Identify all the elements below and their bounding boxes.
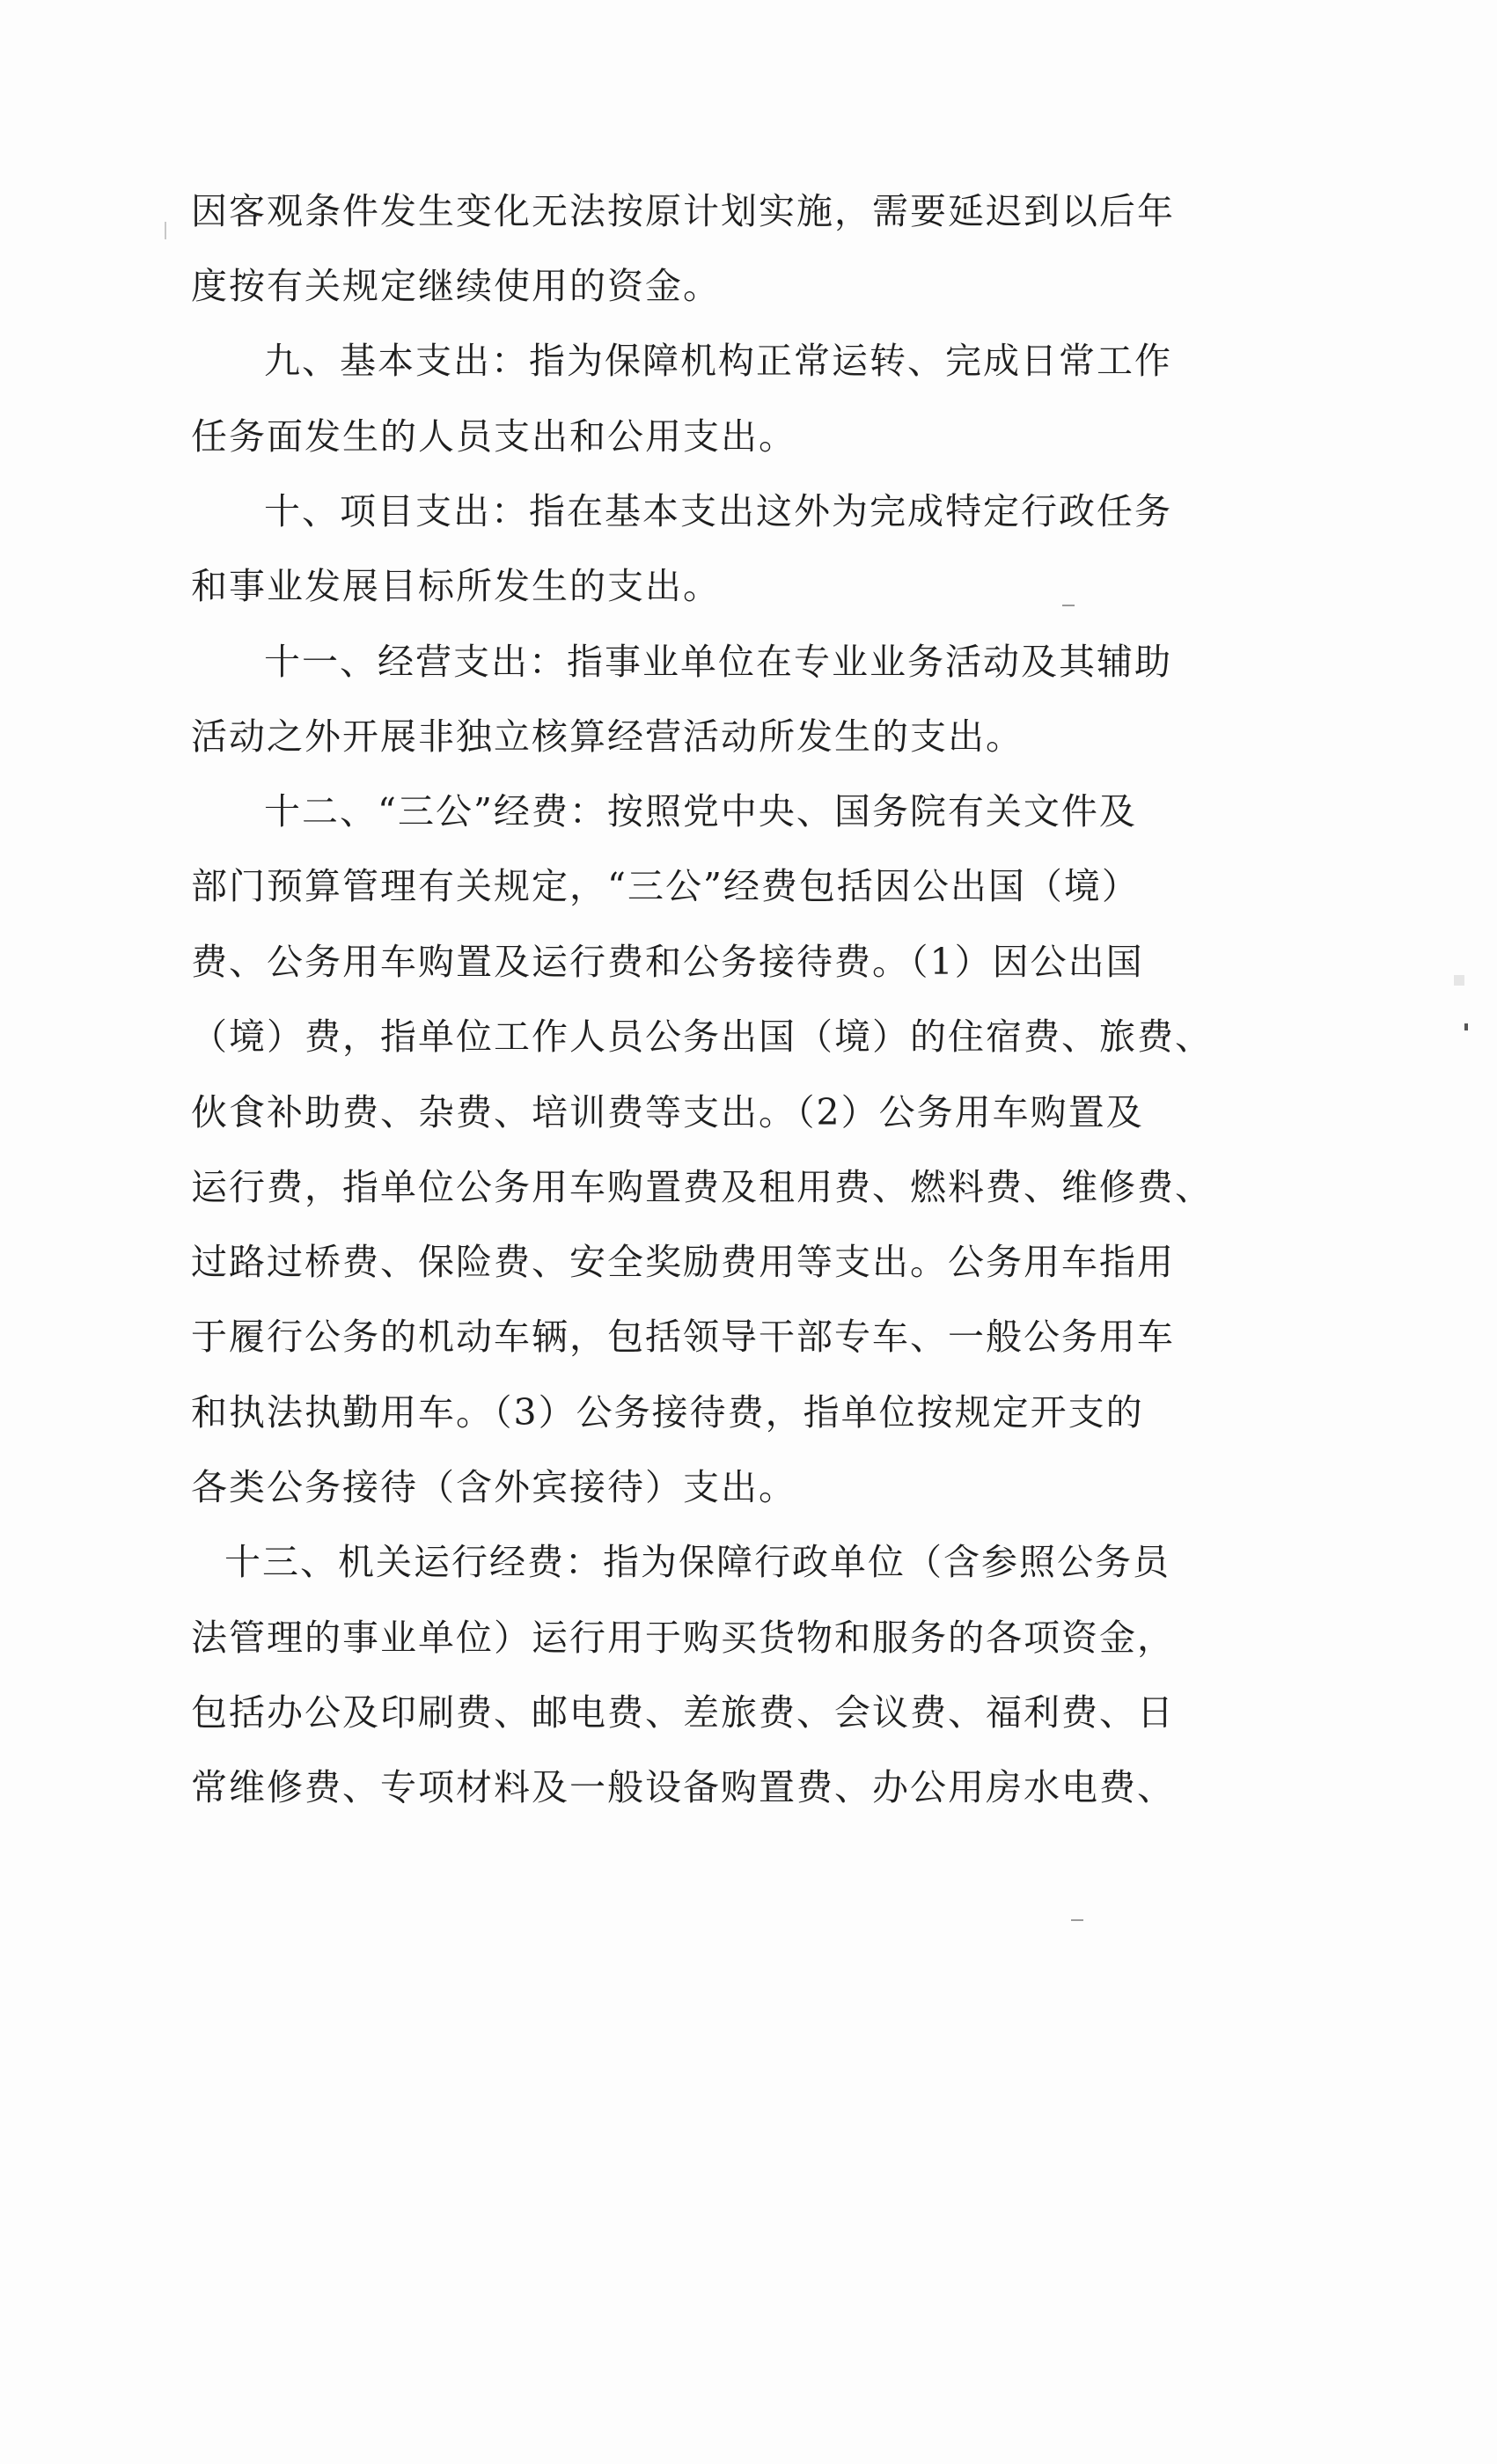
text-line-22: 常维修费、专项材料及一般设备购置费、办公用房水电费、 (191, 1766, 1175, 1808)
text-line-11: 费、公务用车购置及运行费和公务接待费。（1）因公出国 (191, 941, 1144, 983)
text-line-6: 和事业发展目标所发生的支出。 (191, 565, 721, 607)
text-line-1: 因客观条件发生变化无法按原计划实施，需要延迟到以后年 (191, 190, 1175, 232)
text-line-7: 十一、经营支出：指事业单位在专业业务活动及其辅助 (264, 641, 1172, 683)
text-line-4: 任务面发生的人员支出和公用支出。 (191, 415, 796, 458)
scan-speck (1062, 605, 1075, 606)
scan-speck (1454, 975, 1464, 986)
text-line-2: 度按有关规定继续使用的资金。 (191, 265, 721, 307)
scan-speck (1464, 1023, 1468, 1030)
text-line-20: 法管理的事业单位）运行用于购买货物和服务的各项资金， (191, 1617, 1175, 1659)
text-line-14: 运行费，指单位公务用车购置费及租用费、燃料费、维修费、 (191, 1166, 1213, 1208)
text-line-8: 活动之外开展非独立核算经营活动所发生的支出。 (191, 715, 1024, 758)
text-line-17: 和执法执勤用车。（3）公务接待费，指单位按规定开支的 (191, 1391, 1144, 1434)
text-line-18: 各类公务接待（含外宾接待）支出。 (191, 1466, 796, 1508)
text-line-21: 包括办公及印刷费、邮电费、差旅费、会议费、福利费、日 (191, 1691, 1175, 1734)
text-line-19: 十三、机关运行经费：指为保障行政单位（含参照公务员 (224, 1541, 1170, 1583)
text-line-15: 过路过桥费、保险费、安全奖励费用等支出。公务用车指用 (191, 1241, 1175, 1283)
text-line-16: 于履行公务的机动车辆，包括领导干部专车、一般公务用车 (191, 1316, 1175, 1358)
text-line-10: 部门预算管理有关规定，“三公”经费包括因公出国（境） (191, 865, 1140, 907)
text-line-9: 十二、“三公”经费：按照党中央、国务院有关文件及 (264, 790, 1137, 832)
text-line-13: 伙食补助费、杂费、培训费等支出。（2）公务用车购置及 (191, 1091, 1144, 1133)
text-line-5: 十、项目支出：指在基本支出这外为完成特定行政任务 (264, 490, 1172, 532)
scan-speck (1071, 1919, 1083, 1921)
text-line-3: 九、基本支出：指为保障机构正常运转、完成日常工作 (264, 340, 1172, 382)
scan-speck (165, 222, 166, 239)
text-line-12: （境）费，指单位工作人员公务出国（境）的住宿费、旅费、 (191, 1016, 1213, 1058)
